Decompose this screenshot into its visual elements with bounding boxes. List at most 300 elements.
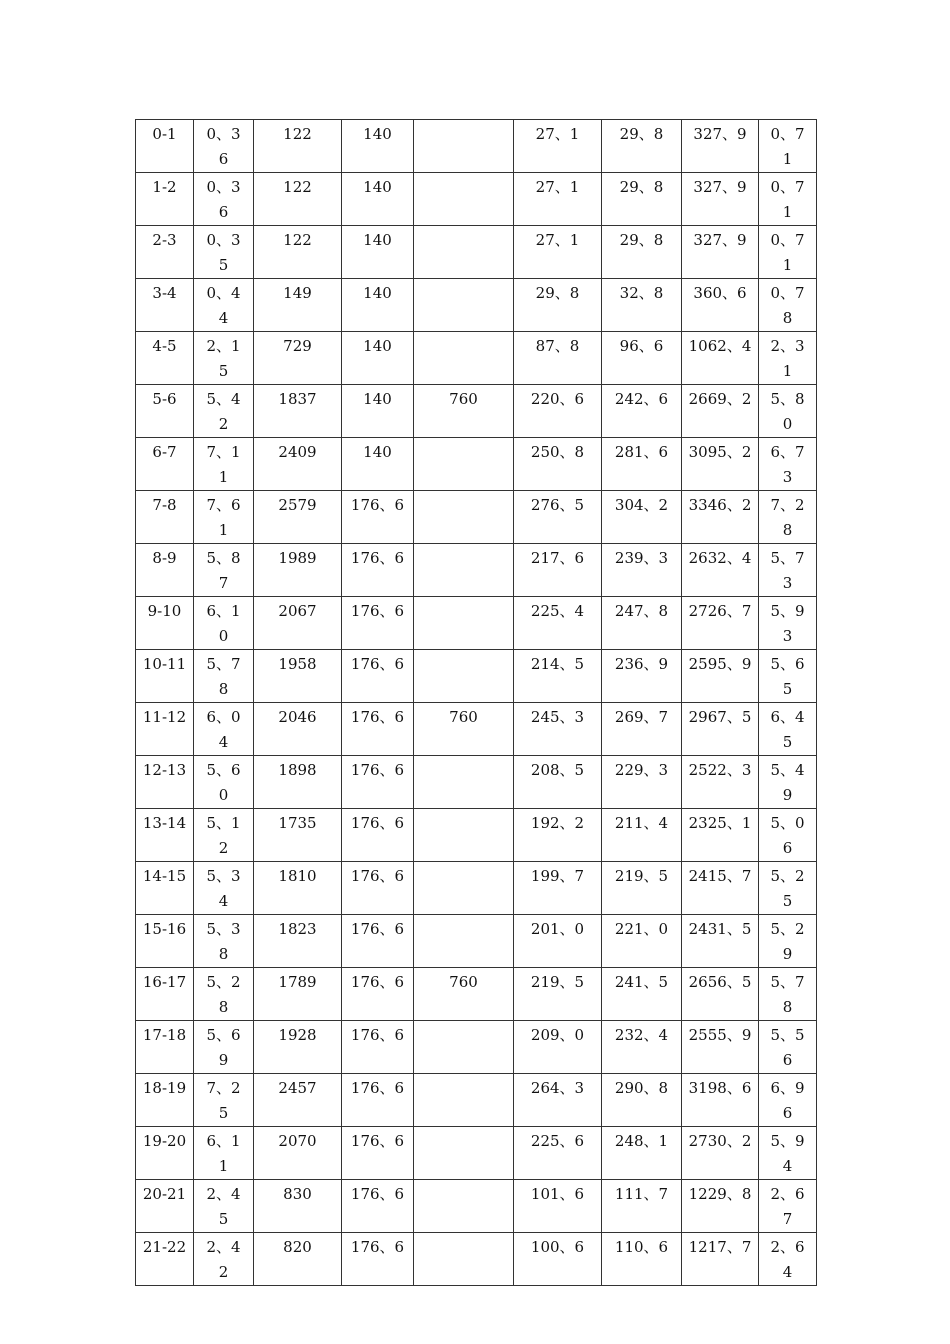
cell-text: 1898 — [278, 761, 317, 779]
table-cell-a — [194, 1021, 254, 1074]
table-cell-period — [136, 597, 194, 650]
table-cell-g — [682, 915, 759, 968]
table-row — [136, 438, 817, 491]
table-cell-h — [759, 438, 817, 491]
table-cell-d — [414, 226, 514, 279]
cell-text: 176、6 — [350, 973, 405, 991]
cell-text: 176、6 — [350, 602, 405, 620]
table-cell-b — [254, 915, 342, 968]
cell-text: 7、28 — [770, 496, 805, 539]
table-cell-e — [514, 1021, 602, 1074]
table-cell-e — [514, 173, 602, 226]
table-cell-d — [414, 491, 514, 544]
table-cell-d — [414, 650, 514, 703]
cell-text: 304、2 — [614, 496, 669, 514]
cell-text — [414, 915, 513, 917]
cell-text: 5、12 — [206, 814, 241, 857]
table-cell-b — [254, 597, 342, 650]
cell-text — [414, 1127, 513, 1129]
table-cell-g — [682, 1180, 759, 1233]
cell-text: 0、36 — [206, 178, 241, 221]
cell-text: 2325、1 — [688, 814, 752, 832]
cell-text — [414, 756, 513, 758]
cell-text: 1837 — [278, 390, 317, 408]
table-cell-g — [682, 332, 759, 385]
cell-text: 18-19 — [142, 1079, 187, 1097]
table-cell-e — [514, 703, 602, 756]
cell-text: 32、8 — [619, 284, 664, 302]
table-cell-period — [136, 491, 194, 544]
cell-text: 2632、4 — [688, 549, 752, 567]
cell-text — [414, 1021, 513, 1023]
cell-text — [414, 491, 513, 493]
table-cell-b — [254, 1021, 342, 1074]
table-cell-h — [759, 332, 817, 385]
table-row — [136, 332, 817, 385]
table-cell-e — [514, 438, 602, 491]
cell-text: 1062、4 — [688, 337, 752, 355]
table-cell-b — [254, 279, 342, 332]
cell-text: 5、28 — [206, 973, 241, 1016]
table-cell-a — [194, 1233, 254, 1286]
table-cell-period — [136, 1180, 194, 1233]
table-cell-c — [342, 226, 414, 279]
table-cell-f — [602, 597, 682, 650]
table-cell-d — [414, 438, 514, 491]
cell-text: 2、31 — [770, 337, 805, 380]
table-body — [136, 120, 817, 1286]
table-cell-f — [602, 438, 682, 491]
table-cell-f — [602, 756, 682, 809]
table-cell-g — [682, 438, 759, 491]
table-cell-a — [194, 650, 254, 703]
cell-text: 27、1 — [535, 231, 580, 249]
cell-text: 96、6 — [619, 337, 664, 355]
cell-text: 2730、2 — [688, 1132, 752, 1150]
table-cell-g — [682, 385, 759, 438]
cell-text: 269、7 — [614, 708, 669, 726]
table-cell-c — [342, 597, 414, 650]
cell-text: 140 — [363, 284, 392, 302]
table-cell-a — [194, 226, 254, 279]
table-cell-d — [414, 915, 514, 968]
table-cell-h — [759, 597, 817, 650]
cell-text: 201、0 — [530, 920, 585, 938]
cell-text: 16-17 — [142, 973, 187, 991]
table-cell-c — [342, 1127, 414, 1180]
cell-text: 0、71 — [770, 125, 805, 168]
table-cell-period — [136, 809, 194, 862]
table-cell-b — [254, 1180, 342, 1233]
table-cell-e — [514, 226, 602, 279]
cell-text: 27、1 — [535, 125, 580, 143]
cell-text: 1823 — [278, 920, 317, 938]
cell-text: 327、9 — [693, 178, 747, 196]
table-cell-d — [414, 1127, 514, 1180]
cell-text: 276、5 — [530, 496, 585, 514]
cell-text: 27、1 — [535, 178, 580, 196]
cell-text: 9-10 — [147, 602, 182, 620]
cell-text: 2431、5 — [688, 920, 752, 938]
table-cell-period — [136, 650, 194, 703]
cell-text: 2415、7 — [688, 867, 752, 885]
cell-text: 176、6 — [350, 549, 405, 567]
table-cell-e — [514, 915, 602, 968]
cell-text: 21-22 — [142, 1238, 187, 1256]
table-cell-period — [136, 703, 194, 756]
cell-text: 2457 — [278, 1079, 317, 1097]
cell-text: 219、5 — [530, 973, 585, 991]
cell-text: 760 — [449, 708, 478, 726]
cell-text: 219、5 — [614, 867, 669, 885]
table-cell-h — [759, 968, 817, 1021]
table-row — [136, 1074, 817, 1127]
cell-text: 5、78 — [770, 973, 805, 1016]
cell-text: 0-1 — [152, 125, 177, 143]
cell-text: 0、36 — [206, 125, 241, 168]
table-cell-c — [342, 1021, 414, 1074]
table-cell-c — [342, 915, 414, 968]
table-row — [136, 491, 817, 544]
cell-text: 2-3 — [152, 231, 177, 249]
cell-text: 6、10 — [206, 602, 241, 645]
table-cell-c — [342, 809, 414, 862]
cell-text: 176、6 — [350, 1132, 405, 1150]
cell-text: 1-2 — [152, 178, 177, 196]
table-cell-f — [602, 385, 682, 438]
table-cell-d — [414, 173, 514, 226]
table-cell-e — [514, 491, 602, 544]
cell-text: 176、6 — [350, 761, 405, 779]
table-cell-b — [254, 173, 342, 226]
cell-text: 2555、9 — [688, 1026, 752, 1044]
table-cell-a — [194, 597, 254, 650]
cell-text: 6、45 — [770, 708, 805, 751]
table-row — [136, 279, 817, 332]
cell-text: 176、6 — [350, 920, 405, 938]
table-cell-d — [414, 544, 514, 597]
cell-text: 3-4 — [152, 284, 177, 302]
cell-text: 192、2 — [530, 814, 585, 832]
table-cell-c — [342, 120, 414, 173]
cell-text: 176、6 — [350, 496, 405, 514]
table-cell-period — [136, 385, 194, 438]
cell-text: 2595、9 — [688, 655, 752, 673]
cell-text: 5、87 — [206, 549, 241, 592]
cell-text — [414, 597, 513, 599]
table-cell-d — [414, 120, 514, 173]
cell-text — [414, 809, 513, 811]
table-cell-d — [414, 1021, 514, 1074]
cell-text: 2409 — [278, 443, 317, 461]
table-cell-d — [414, 1233, 514, 1286]
table-cell-h — [759, 226, 817, 279]
table-cell-c — [342, 650, 414, 703]
cell-text: 3198、6 — [688, 1079, 752, 1097]
table-cell-b — [254, 1074, 342, 1127]
cell-text: 1989 — [278, 549, 317, 567]
table-cell-c — [342, 1074, 414, 1127]
cell-text: 199、7 — [530, 867, 585, 885]
table-cell-f — [602, 703, 682, 756]
table-cell-g — [682, 809, 759, 862]
table-cell-f — [602, 120, 682, 173]
table-cell-g — [682, 544, 759, 597]
table-cell-period — [136, 1127, 194, 1180]
cell-text: 10-11 — [142, 655, 187, 673]
cell-text: 111、7 — [614, 1185, 669, 1203]
table-cell-h — [759, 650, 817, 703]
cell-text: 5、29 — [770, 920, 805, 963]
table-cell-e — [514, 120, 602, 173]
table-cell-period — [136, 1021, 194, 1074]
cell-text: 2070 — [278, 1132, 317, 1150]
cell-text: 11-12 — [142, 708, 187, 726]
cell-text: 15-16 — [142, 920, 187, 938]
cell-text: 29、8 — [619, 178, 664, 196]
table-cell-h — [759, 120, 817, 173]
cell-text: 101、6 — [530, 1185, 585, 1203]
table-cell-c — [342, 968, 414, 1021]
table-cell-e — [514, 756, 602, 809]
table-cell-a — [194, 809, 254, 862]
cell-text: 176、6 — [350, 814, 405, 832]
cell-text: 0、71 — [770, 178, 805, 221]
cell-text: 245、3 — [530, 708, 585, 726]
table-cell-a — [194, 1127, 254, 1180]
table-cell-e — [514, 1074, 602, 1127]
table-cell-a — [194, 385, 254, 438]
cell-text: 29、8 — [619, 231, 664, 249]
cell-text — [414, 279, 513, 281]
cell-text: 176、6 — [350, 867, 405, 885]
table-cell-f — [602, 491, 682, 544]
table-row — [136, 650, 817, 703]
cell-text: 264、3 — [530, 1079, 585, 1097]
table-cell-a — [194, 173, 254, 226]
cell-text: 140 — [363, 337, 392, 355]
cell-text: 140 — [363, 231, 392, 249]
table-cell-b — [254, 438, 342, 491]
cell-text: 2、64 — [770, 1238, 805, 1281]
table-cell-e — [514, 809, 602, 862]
table-cell-c — [342, 862, 414, 915]
cell-text — [414, 544, 513, 546]
cell-text: 5、49 — [770, 761, 805, 804]
table-cell-period — [136, 544, 194, 597]
cell-text: 290、8 — [614, 1079, 669, 1097]
table-cell-b — [254, 650, 342, 703]
cell-text: 2046 — [278, 708, 317, 726]
cell-text: 225、4 — [530, 602, 585, 620]
table-cell-b — [254, 1233, 342, 1286]
table-cell-g — [682, 1127, 759, 1180]
cell-text: 1810 — [278, 867, 317, 885]
table-cell-period — [136, 756, 194, 809]
cell-text: 208、5 — [530, 761, 585, 779]
table-cell-b — [254, 703, 342, 756]
table-cell-f — [602, 1127, 682, 1180]
table-cell-period — [136, 332, 194, 385]
table-cell-a — [194, 915, 254, 968]
table-cell-b — [254, 809, 342, 862]
cell-text: 5、80 — [770, 390, 805, 433]
table-cell-g — [682, 1021, 759, 1074]
table-cell-c — [342, 332, 414, 385]
table-cell-d — [414, 597, 514, 650]
table-cell-b — [254, 756, 342, 809]
table-cell-period — [136, 1074, 194, 1127]
cell-text — [414, 120, 513, 122]
table-cell-period — [136, 438, 194, 491]
table-cell-f — [602, 968, 682, 1021]
cell-text: 5、78 — [206, 655, 241, 698]
cell-text: 7、11 — [206, 443, 241, 486]
table-cell-e — [514, 862, 602, 915]
table-cell-g — [682, 226, 759, 279]
cell-text: 17-18 — [142, 1026, 187, 1044]
table-cell-e — [514, 385, 602, 438]
cell-text: 211、4 — [614, 814, 669, 832]
table-cell-f — [602, 862, 682, 915]
cell-text: 140 — [363, 443, 392, 461]
cell-text: 5、93 — [770, 602, 805, 645]
table-cell-g — [682, 703, 759, 756]
cell-text: 176、6 — [350, 1026, 405, 1044]
table-row — [136, 809, 817, 862]
cell-text: 1217、7 — [688, 1238, 752, 1256]
cell-text: 176、6 — [350, 655, 405, 673]
cell-text: 729 — [283, 337, 312, 355]
cell-text: 248、1 — [614, 1132, 669, 1150]
table-cell-a — [194, 862, 254, 915]
cell-text: 13-14 — [142, 814, 187, 832]
table-row — [136, 120, 817, 173]
cell-text: 110、6 — [614, 1238, 669, 1256]
cell-text: 241、5 — [614, 973, 669, 991]
table-cell-h — [759, 809, 817, 862]
table-cell-a — [194, 703, 254, 756]
cell-text: 5、38 — [206, 920, 241, 963]
table-cell-e — [514, 332, 602, 385]
table-cell-a — [194, 279, 254, 332]
table-cell-e — [514, 650, 602, 703]
table-cell-g — [682, 597, 759, 650]
cell-text: 6、04 — [206, 708, 241, 751]
cell-text: 2967、5 — [688, 708, 752, 726]
table-row — [136, 226, 817, 279]
cell-text — [414, 1180, 513, 1182]
cell-text: 5、69 — [206, 1026, 241, 1069]
table-cell-h — [759, 1074, 817, 1127]
cell-text: 2669、2 — [688, 390, 752, 408]
table-cell-h — [759, 703, 817, 756]
table-cell-h — [759, 915, 817, 968]
table-cell-h — [759, 1127, 817, 1180]
cell-text — [414, 650, 513, 652]
table-cell-f — [602, 332, 682, 385]
table-cell-period — [136, 279, 194, 332]
table-cell-b — [254, 491, 342, 544]
cell-text: 2、15 — [206, 337, 241, 380]
cell-text: 760 — [449, 390, 478, 408]
table-cell-c — [342, 544, 414, 597]
cell-text: 3095、2 — [688, 443, 752, 461]
table-cell-f — [602, 173, 682, 226]
table-cell-d — [414, 1074, 514, 1127]
table-cell-b — [254, 544, 342, 597]
table-cell-h — [759, 491, 817, 544]
table-cell-b — [254, 226, 342, 279]
cell-text: 2656、5 — [688, 973, 752, 991]
cell-text: 2067 — [278, 602, 317, 620]
table-cell-c — [342, 279, 414, 332]
cell-text: 2、45 — [206, 1185, 241, 1228]
cell-text: 1789 — [278, 973, 317, 991]
cell-text: 29、8 — [535, 284, 580, 302]
table-cell-b — [254, 120, 342, 173]
table-row — [136, 597, 817, 650]
table-cell-h — [759, 1021, 817, 1074]
cell-text: 6、96 — [770, 1079, 805, 1122]
table-cell-a — [194, 1074, 254, 1127]
cell-text: 100、6 — [530, 1238, 585, 1256]
table-cell-e — [514, 1233, 602, 1286]
table-cell-f — [602, 279, 682, 332]
cell-text: 327、9 — [693, 231, 747, 249]
table-row — [136, 544, 817, 597]
cell-text: 87、8 — [535, 337, 580, 355]
table-cell-b — [254, 385, 342, 438]
table-cell-c — [342, 1233, 414, 1286]
table-cell-a — [194, 491, 254, 544]
cell-text: 830 — [283, 1185, 312, 1203]
cell-text: 6、73 — [770, 443, 805, 486]
table-cell-g — [682, 650, 759, 703]
cell-text: 14-15 — [142, 867, 187, 885]
cell-text: 140 — [363, 125, 392, 143]
table-cell-f — [602, 1021, 682, 1074]
table-cell-g — [682, 279, 759, 332]
cell-text — [414, 226, 513, 228]
cell-text: 1958 — [278, 655, 317, 673]
table-cell-h — [759, 1180, 817, 1233]
table-cell-e — [514, 279, 602, 332]
table-row — [136, 173, 817, 226]
cell-text: 176、6 — [350, 1185, 405, 1203]
table-cell-a — [194, 332, 254, 385]
cell-text: 217、6 — [530, 549, 585, 567]
cell-text: 1229、8 — [688, 1185, 752, 1203]
table-cell-g — [682, 1233, 759, 1286]
table-cell-c — [342, 385, 414, 438]
table-cell-period — [136, 226, 194, 279]
cell-text: 176、6 — [350, 1079, 405, 1097]
cell-text: 29、8 — [619, 125, 664, 143]
cell-text: 7、61 — [206, 496, 241, 539]
table-cell-h — [759, 862, 817, 915]
cell-text: 140 — [363, 178, 392, 196]
table-cell-d — [414, 862, 514, 915]
cell-text: 820 — [283, 1238, 312, 1256]
cell-text: 5、56 — [770, 1026, 805, 1069]
table-cell-c — [342, 438, 414, 491]
table-cell-f — [602, 1074, 682, 1127]
table-cell-d — [414, 968, 514, 1021]
table-cell-d — [414, 703, 514, 756]
cell-text: 281、6 — [614, 443, 669, 461]
table-cell-a — [194, 968, 254, 1021]
